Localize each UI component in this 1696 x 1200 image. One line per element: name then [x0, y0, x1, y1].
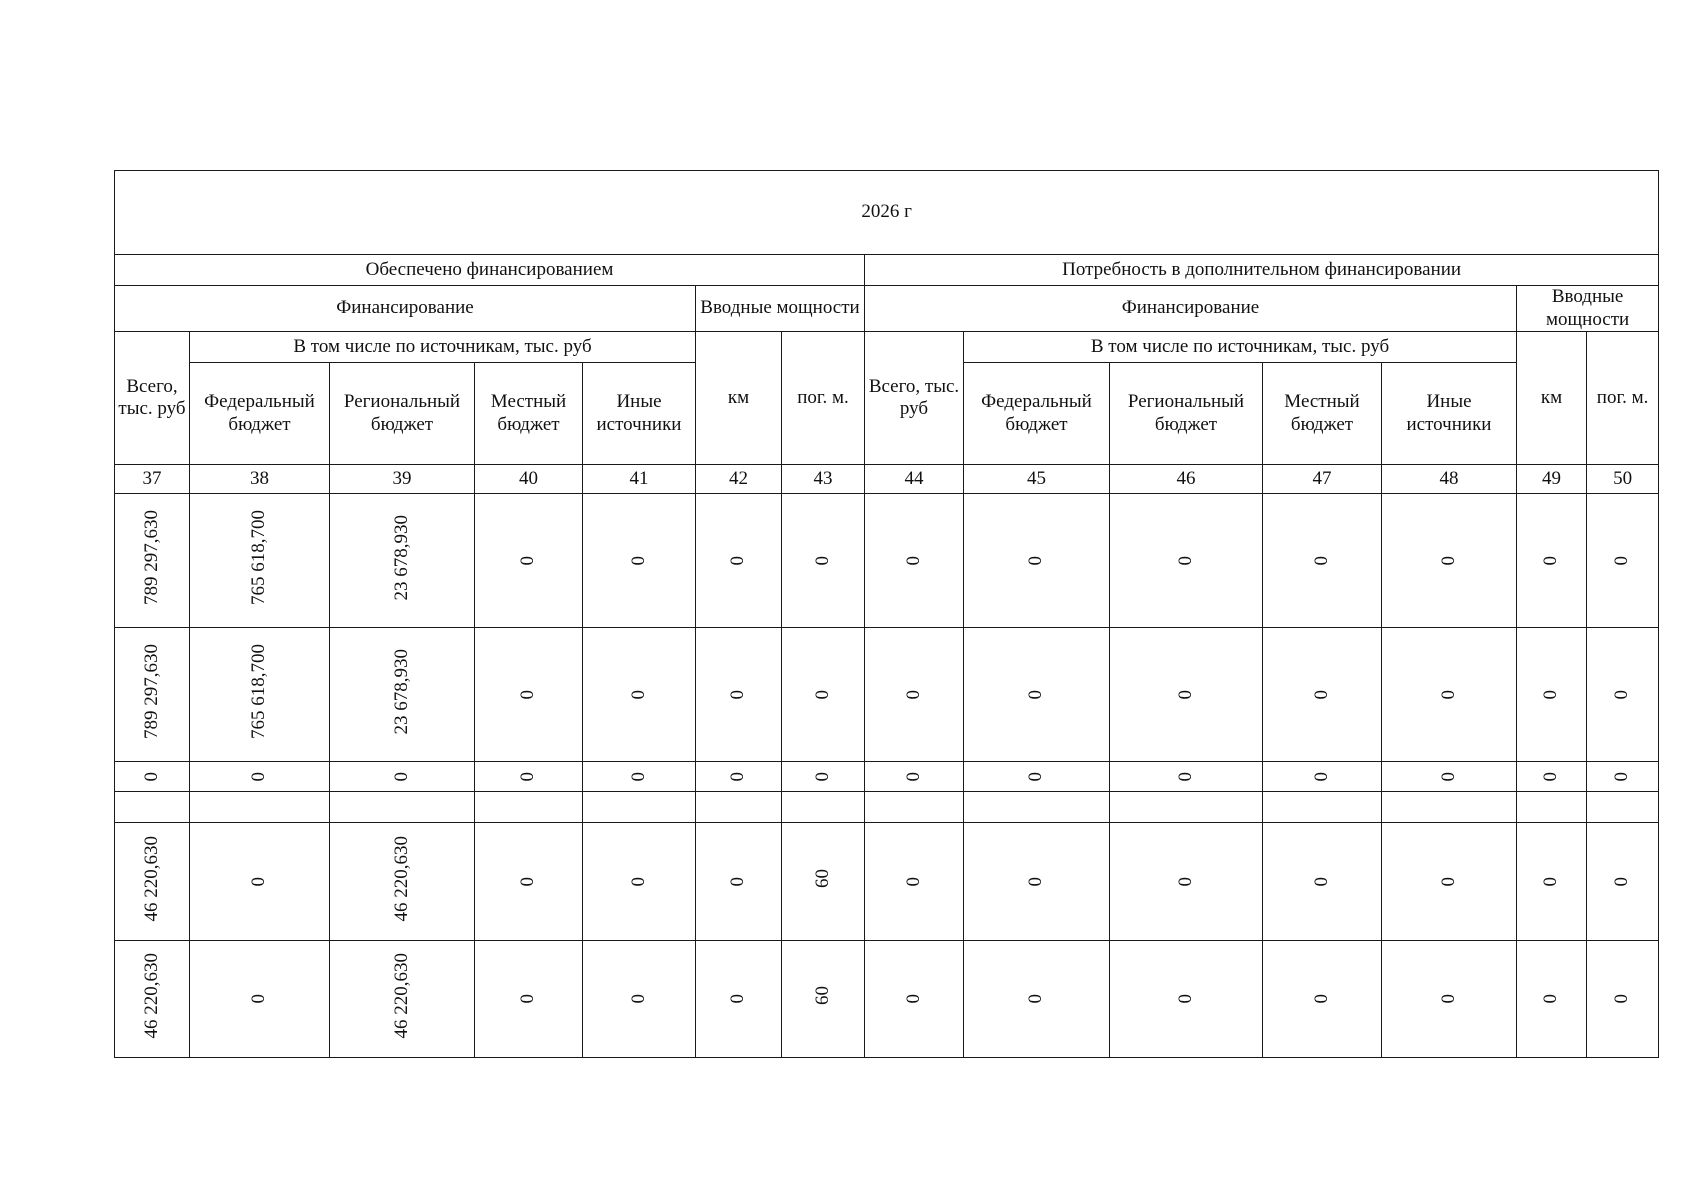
additional-sources-header: В том числе по источникам, тыс. руб: [964, 332, 1517, 363]
table-cell: [1587, 792, 1659, 823]
column-number: 46: [1110, 465, 1263, 494]
additional-regional-header: Региональный бюджет: [1110, 363, 1263, 465]
table-cell: 0: [190, 941, 330, 1058]
table-cell: 0: [964, 628, 1110, 762]
table-cell: 23 678,930: [330, 628, 475, 762]
table-cell: 0: [1110, 762, 1263, 792]
table-cell: [330, 792, 475, 823]
column-number-row: [115, 465, 1659, 494]
table-cell: [865, 792, 964, 823]
table-cell: 0: [865, 762, 964, 792]
column-number: 41: [583, 465, 696, 494]
table-cell: 0: [696, 628, 782, 762]
table-cell: 0: [1517, 494, 1587, 628]
table-cell: [964, 792, 1110, 823]
column-number: 47: [1263, 465, 1382, 494]
column-number: 44: [865, 465, 964, 494]
table-cell: 46 220,630: [115, 823, 190, 941]
table-row: [115, 792, 1659, 823]
secured-regional-header: Региональный бюджет: [330, 363, 475, 465]
table-cell: 0: [1382, 494, 1517, 628]
table-cell: 0: [1110, 494, 1263, 628]
table-row: [115, 823, 1659, 941]
table-cell: [475, 792, 583, 823]
column-number: 39: [330, 465, 475, 494]
secured-local-header: Местный бюджет: [475, 363, 583, 465]
column-number: 40: [475, 465, 583, 494]
year-header: 2026 г: [115, 171, 1659, 255]
table-cell: 0: [782, 762, 865, 792]
column-number: 49: [1517, 465, 1587, 494]
additional-local-header: Местный бюджет: [1263, 363, 1382, 465]
column-number: 50: [1587, 465, 1659, 494]
table-cell: 0: [1382, 823, 1517, 941]
table-cell: 0: [1587, 823, 1659, 941]
table-row: [115, 494, 1659, 628]
additional-km-header: км: [1517, 332, 1587, 465]
table-cell: 0: [865, 941, 964, 1058]
table-cell: 0: [475, 941, 583, 1058]
table-cell: 23 678,930: [330, 494, 475, 628]
table-row: [115, 628, 1659, 762]
table-cell: 0: [475, 762, 583, 792]
table-cell: 0: [1110, 941, 1263, 1058]
table-cell: 765 618,700: [190, 628, 330, 762]
table-cell: [583, 792, 696, 823]
table-cell: 0: [1587, 494, 1659, 628]
table-cell: 0: [583, 941, 696, 1058]
table-cell: 60: [782, 941, 865, 1058]
table-cell: 0: [1263, 628, 1382, 762]
table-cell: 0: [190, 762, 330, 792]
table-cell: 765 618,700: [190, 494, 330, 628]
secured-financing-header: Обеспечено финансированием: [115, 255, 865, 286]
table-cell: 0: [115, 762, 190, 792]
table-cell: 0: [1110, 823, 1263, 941]
table-cell: 0: [1263, 823, 1382, 941]
secured-pog-m-header: пог. м.: [782, 332, 865, 465]
table-cell: 0: [1517, 628, 1587, 762]
table-cell: 0: [1587, 628, 1659, 762]
table-cell: 0: [583, 823, 696, 941]
table-cell: 46 220,630: [330, 941, 475, 1058]
secured-federal-header: Федеральный бюджет: [190, 363, 330, 465]
table-cell: 0: [782, 628, 865, 762]
table-cell: 0: [964, 941, 1110, 1058]
table-row: [115, 762, 1659, 792]
table-cell: 0: [330, 762, 475, 792]
table-cell: 0: [696, 762, 782, 792]
table-cell: 0: [583, 628, 696, 762]
table-cell: 0: [1517, 941, 1587, 1058]
table-cell: 0: [696, 941, 782, 1058]
table-cell: 0: [964, 494, 1110, 628]
additional-federal-header: Федеральный бюджет: [964, 363, 1110, 465]
table-cell: 0: [782, 494, 865, 628]
table-cell: [1263, 792, 1382, 823]
column-number: 37: [115, 465, 190, 494]
table-cell: 0: [865, 494, 964, 628]
table-cell: 0: [475, 823, 583, 941]
table-cell: 0: [964, 823, 1110, 941]
column-number: 45: [964, 465, 1110, 494]
table-cell: 0: [1382, 628, 1517, 762]
additional-total-header: Всего, тыс. руб: [865, 332, 964, 465]
table-cell: 46 220,630: [330, 823, 475, 941]
table-cell: 0: [696, 823, 782, 941]
table-cell: 0: [475, 628, 583, 762]
table-cell: 0: [583, 494, 696, 628]
table-cell: [782, 792, 865, 823]
additional-capacity-subheader: Вводные мощности: [1517, 286, 1659, 332]
table-cell: 60: [782, 823, 865, 941]
table-cell: 789 297,630: [115, 628, 190, 762]
secured-other-header: Иные источники: [583, 363, 696, 465]
column-number: 42: [696, 465, 782, 494]
table-cell: [115, 792, 190, 823]
table-cell: 0: [696, 494, 782, 628]
secured-sources-header: В том числе по источникам, тыс. руб: [190, 332, 696, 363]
table-cell: 0: [1110, 628, 1263, 762]
table-cell: [1110, 792, 1263, 823]
table-cell: [1382, 792, 1517, 823]
table-cell: 0: [1263, 941, 1382, 1058]
table-cell: 0: [583, 762, 696, 792]
secured-km-header: км: [696, 332, 782, 465]
secured-total-header: Всего, тыс. руб: [115, 332, 190, 465]
additional-pog-m-header: пог. м.: [1587, 332, 1659, 465]
table-cell: 0: [1587, 762, 1659, 792]
table-cell: 0: [1382, 941, 1517, 1058]
table-cell: 46 220,630: [115, 941, 190, 1058]
column-number: 48: [1382, 465, 1517, 494]
table-cell: 0: [964, 762, 1110, 792]
additional-financing-header: Потребность в дополнительном финансировании: [865, 255, 1659, 286]
table-cell: [1517, 792, 1587, 823]
table-cell: 0: [1587, 941, 1659, 1058]
table-row: [115, 941, 1659, 1058]
table-cell: 0: [190, 823, 330, 941]
table-cell: 0: [865, 628, 964, 762]
table-cell: 0: [865, 823, 964, 941]
table-cell: 789 297,630: [115, 494, 190, 628]
additional-other-header: Иные источники: [1382, 363, 1517, 465]
table-cell: 0: [1263, 762, 1382, 792]
additional-financing-subheader: Финансирование: [865, 286, 1517, 332]
financing-table: [114, 170, 1659, 1058]
secured-financing-subheader: Финансирование: [115, 286, 696, 332]
table-cell: [190, 792, 330, 823]
table-cell: 0: [1517, 823, 1587, 941]
table-cell: 0: [1517, 762, 1587, 792]
secured-capacity-subheader: Вводные мощности: [696, 286, 865, 332]
column-number: 43: [782, 465, 865, 494]
column-number: 38: [190, 465, 330, 494]
table-cell: 0: [1263, 494, 1382, 628]
table-cell: 0: [475, 494, 583, 628]
table-cell: [696, 792, 782, 823]
table-cell: 0: [1382, 762, 1517, 792]
